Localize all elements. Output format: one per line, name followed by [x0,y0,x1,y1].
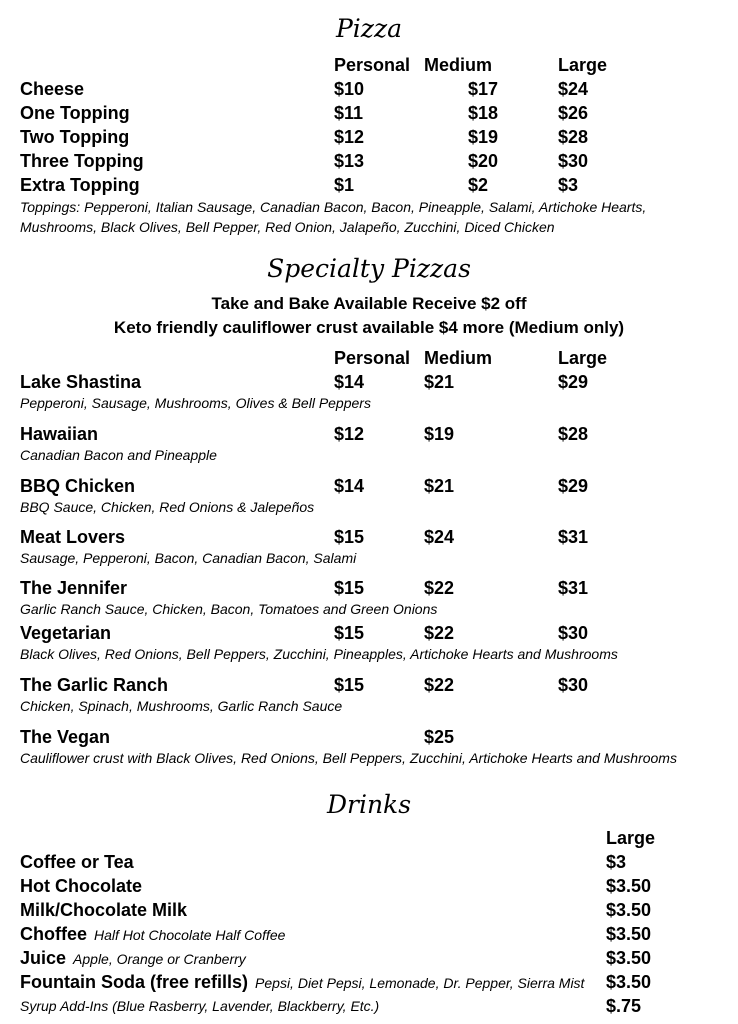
drink-name: Hot Chocolate [20,876,143,896]
drink-price: $3.50 [606,876,652,896]
specialty-item-desc: Chicken, Spinach, Mushrooms, Garlic Ranch Sauce [20,698,343,714]
pizza-price-personal: $11 [334,103,364,123]
toppings-list-line1: Toppings: Pepperoni, Italian Sausage, Canadian Bacon, Bacon, Pineapple, Salami, Artichoke Hearts, [20,199,647,215]
specialty-item-name: Lake Shastina [20,372,142,392]
specialty-col-personal: Personal [334,348,411,368]
drink-name: Juice [20,948,67,968]
specialty-price-medium: $19 [424,424,455,444]
drink-price: $3.50 [606,924,652,944]
specialty-price-medium: $22 [424,623,455,643]
pizza-price-medium: $2 [468,175,489,195]
drink-name: Choffee [20,924,87,944]
pizza-price-medium: $20 [468,151,499,171]
specialty-item-desc: Pepperoni, Sausage, Mushrooms, Olives & Bell Peppers [20,395,371,411]
pizza-heading: Pizza [335,14,403,43]
specialty-item-name: Meat Lovers [20,527,126,547]
pizza-price-large: $24 [558,79,589,99]
drink-name: Coffee or Tea [20,852,134,872]
drink-price: $3.50 [606,900,652,920]
drink-name-with-note [20,948,246,969]
drink-note: Pepsi, Diet Pepsi, Lemonade, Dr. Pepper, Sierra Mist [255,975,585,991]
specialty-col-medium: Medium [424,348,493,368]
take-and-bake-note: Take and Bake Available Receive $2 off [211,294,527,313]
specialty-item-desc: Sausage, Pepperoni, Bacon, Canadian Bacon, Salami [20,550,357,566]
pizza-col-medium: Medium [424,55,493,75]
specialty-item-name: The Garlic Ranch [20,675,169,695]
specialty-price-large: $29 [558,372,589,392]
pizza-col-personal: Personal [334,55,411,75]
pizza-row-name: Extra Topping [20,175,140,195]
specialty-price-medium: $22 [424,578,455,598]
drink-name-with-note [20,972,584,993]
specialty-price-personal: $15 [334,578,365,598]
drink-price: $3.50 [606,948,652,968]
specialty-price-personal: $14 [334,476,365,496]
pizza-price-medium: $19 [468,127,499,147]
specialty-price-personal: $12 [334,424,365,444]
specialty-item-name: BBQ Chicken [20,476,136,496]
pizza-price-large: $26 [558,103,589,123]
specialty-price-medium: $24 [424,527,455,547]
specialty-item-desc: Canadian Bacon and Pineapple [20,447,217,463]
syrup-addins-label: Syrup Add-Ins (Blue Rasberry, Lavender, Blackberry, Etc.) [20,998,380,1014]
specialty-item-desc: BBQ Sauce, Chicken, Red Onions & Jalepeños [20,499,315,515]
pizza-price-large: $28 [558,127,589,147]
pizza-row-name: Cheese [20,79,85,99]
drink-note: Apple, Orange or Cranberry [73,951,246,967]
specialty-item-name: The Vegan [20,727,111,747]
drinks-col-large: Large [606,828,656,848]
specialty-col-large: Large [558,348,608,368]
pizza-col-large: Large [558,55,608,75]
specialty-heading: Specialty Pizzas [267,254,471,283]
specialty-price-medium: $21 [424,372,455,392]
specialty-item-desc: Cauliflower crust with Black Olives, Red Onions, Bell Peppers, Zucchini, Artichoke Hearts and Mushrooms [20,750,677,766]
drink-price: $3 [606,852,627,872]
toppings-list-line2: Mushrooms, Black Olives, Bell Pepper, Red Onion, Jalapeño, Zucchini, Diced Chicken [20,219,555,235]
pizza-price-personal: $1 [334,175,355,195]
specialty-item-name: The Jennifer [20,578,128,598]
drink-price: $3.50 [606,972,652,992]
specialty-price-personal: $15 [334,527,365,547]
pizza-price-personal: $10 [334,79,365,99]
pizza-row-name: One Topping [20,103,130,123]
specialty-price-medium: $25 [424,727,455,747]
specialty-price-large: $31 [558,578,589,598]
specialty-price-large: $31 [558,527,589,547]
specialty-price-personal: $15 [334,623,365,643]
specialty-price-large: $30 [558,675,589,695]
keto-crust-note: Keto friendly cauliflower crust available $4 more (Medium only) [113,318,625,337]
specialty-price-personal: $14 [334,372,365,392]
pizza-price-large: $3 [558,175,579,195]
specialty-item-name: Vegetarian [20,623,112,643]
pizza-price-personal: $12 [334,127,365,147]
pizza-row-name: Three Topping [20,151,144,171]
drink-note: Half Hot Chocolate Half Coffee [94,927,286,943]
pizza-row-name: Two Topping [20,127,130,147]
pizza-price-medium: $17 [468,79,499,99]
drink-name: Milk/Chocolate Milk [20,900,188,920]
specialty-price-medium: $22 [424,675,455,695]
specialty-price-large: $30 [558,623,589,643]
specialty-item-name: Hawaiian [20,424,99,444]
syrup-addins-price: $.75 [606,996,642,1016]
specialty-item-desc: Garlic Ranch Sauce, Chicken, Bacon, Tomatoes and Green Onions [20,601,438,617]
specialty-item-desc: Black Olives, Red Onions, Bell Peppers, Zucchini, Pineapples, Artichoke Hearts and Mushrooms [20,646,618,662]
specialty-price-large: $29 [558,476,589,496]
specialty-price-personal: $15 [334,675,365,695]
drink-name: Fountain Soda (free refills) [20,972,249,992]
drink-name-with-note [20,924,285,945]
pizza-price-large: $30 [558,151,589,171]
pizza-price-personal: $13 [334,151,365,171]
pizza-price-medium: $18 [468,103,499,123]
specialty-price-large: $28 [558,424,589,444]
drinks-heading: Drinks [326,790,412,819]
specialty-price-medium: $21 [424,476,455,496]
